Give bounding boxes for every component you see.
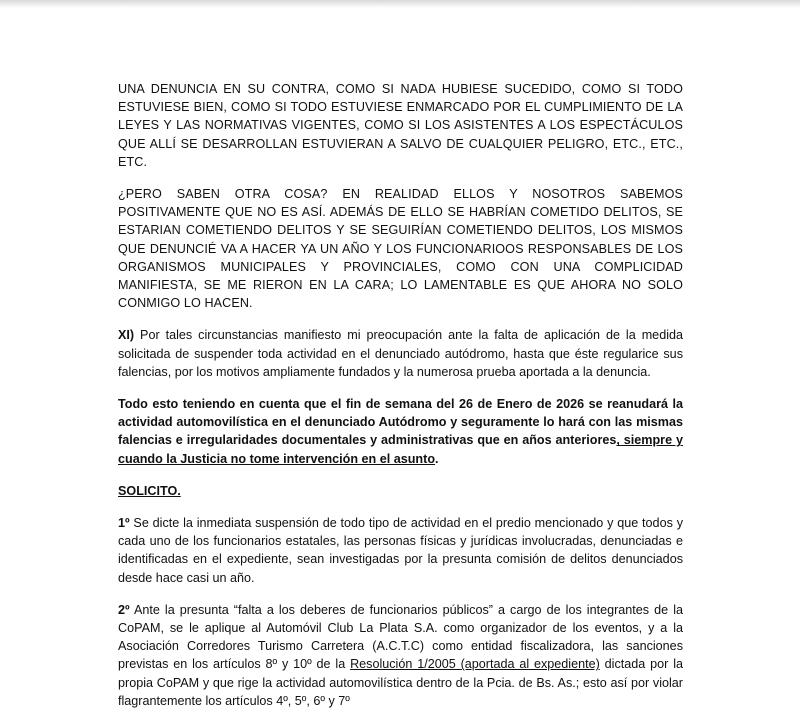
- paragraph-text: Por tales circunstancias manifiesto mi preocupación ante la falta de aplicación de la medida solicitada de suspender toda actividad en el denunciado autódromo, hasta que éste regularice sus falencias, por los motivos ampliamente fundados y la numerosa prueba aportada a la denuncia.: [118, 328, 683, 379]
- paragraph-todo-esto: [118, 395, 683, 468]
- paragraph-end: .: [435, 451, 439, 466]
- document-page: [118, 80, 683, 724]
- paragraph-xi: [118, 326, 683, 381]
- item-text-continued: dictada por la propia CoPAM y que rige la actividad automovilística dentro de la Pcia. de Bs. As.; esto así por violar flagrantemente los artículos 4º, 5º, 6º y 7º: [118, 657, 683, 708]
- page-top-edge: [0, 0, 800, 8]
- underlined-phrase: , siempre y cuando la Justicia no tome intervención en el asunto: [118, 433, 683, 466]
- request-item-1: [118, 514, 683, 587]
- item-text: Ante la presunta “falta a los deberes de funcionarios públicos” a cargo de los integrantes de la CoPAM, se le aplique al Automóvil Club La Plata S.A. como organizador de los eventos, y a la Asociación Corredores Turismo Carretera (A.C.T.C) como entidad fiscalizadora, las sanciones previstas en los artículos 8º y 10º de la: [118, 602, 683, 672]
- paragraph-label: XI): [118, 328, 135, 343]
- paragraph-pero-saben: ¿PERO SABEN OTRA COSA? EN REALIDAD ELLOS Y NOSOTROS SABEMOS POSITIVAMENTE QUE NO ES ASÍ. ADEMÁS DE ELLO SE HABRÍAN COMETIDO DELITOS, SE ESTARIAN COMETIENDO DELITOS Y SE SEGUIRÍAN COMETIENDO DELITOS, LOS MISMOS QUE DENUNCIÉ VA A HACER YA UN AÑO Y LOS FUNCIONARIOOS RESPONSABLES DE LOS ORGANISMOS MUNICIPALES Y PROVINCIALES, COMO CON UNA COMPLICIDAD MANIFIESTA, SE ME RIERON EN LA CARA; LO LAMENTABLE ES QUE AHORA NO SOLO CONMIGO LO HACEN.: [118, 187, 683, 311]
- item-number: 1º: [118, 516, 130, 531]
- paragraph-text: Todo esto teniendo en cuenta que el fin de semana del 26 de Enero de 2026 se reanudará la actividad automovilística en el denunciado Autódromo y seguramente lo hará con las mismas falencias e irregularidades documentales y administrativas que en años anteriores: [118, 397, 683, 448]
- resolution-reference: Resolución 1/2005 (aportada al expediente): [350, 657, 600, 672]
- section-heading-solicito: SOLICITO.: [118, 483, 181, 498]
- request-item-2: [118, 601, 683, 710]
- paragraph-intro: UNA DENUNCIA EN SU CONTRA, COMO SI NADA HUBIESE SUCEDIDO, COMO SI TODO ESTUVIESE BIEN, COMO SI TODO ESTUVIESE ENMARCADO POR EL CUMPLIMIENTO DE LA LEYES Y LAS NORMATIVAS VIGENTES, COMO SI LOS ASISTENTES A LOS ESPECTÁCULOS QUE ALLÍ SE DESARROLLAN ESTUVIERAN A SALVO DE CUALQUIER PELIGRO, ETC., ETC., ETC.: [118, 82, 683, 169]
- item-number: 2º: [118, 602, 130, 617]
- item-text: Se dicte la inmediata suspensión de todo tipo de actividad en el predio mencionado y que todos y cada uno de los funcionarios estatales, las personas físicas y jurídicas involucradas, denunciadas e identificadas en el expediente, sean investigadas por la presunta comisión de delitos denunciados desde hace casi un año.: [118, 516, 683, 585]
